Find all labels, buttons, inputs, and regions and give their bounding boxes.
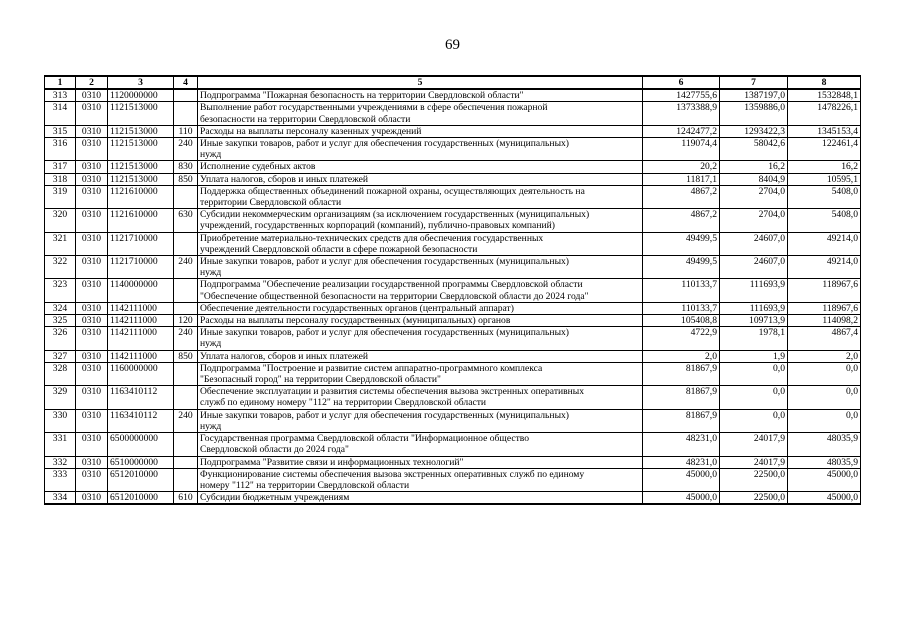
expense-type-code-cell: 630 [174,209,198,232]
row-number-cell: 326 [45,327,76,350]
expense-type-code-cell: 240 [174,409,198,432]
section-code-cell: 0310 [76,138,108,161]
table-row [45,362,861,385]
target-article-code-cell: 6500000000 [108,433,174,456]
amount-col6-cell: 49499,5 [643,256,720,279]
amount-col7-cell: 8404,9 [720,173,788,185]
item-name-cell [198,185,643,208]
amount-col6-cell: 48231,0 [643,456,720,468]
amount-col7-cell: 2704,0 [720,209,788,232]
section-code-cell: 0310 [76,456,108,468]
item-name-line: Свердловской области до 2024 года" [200,444,349,456]
table-body [45,89,861,504]
header-col-6: 6 [643,76,720,89]
item-name-line: безопасности на территории Свердловской области [200,113,411,125]
amount-col8-cell: 118967,6 [788,302,861,314]
amount-col6-cell: 110133,7 [643,302,720,314]
table-row [45,138,861,161]
row-number-cell: 331 [45,433,76,456]
item-name-cell [198,492,643,505]
row-number-cell: 320 [45,209,76,232]
item-name-line: Приобретение материально-технических средств для обеспечения государственных [200,232,544,244]
item-name-line: Выполнение работ государственными учреждениями в сфере обеспечения пожарной [200,102,548,114]
target-article-code-cell: 1142111000 [108,302,174,314]
amount-col7-cell: 1,9 [720,350,788,362]
amount-col7-cell: 111693,9 [720,302,788,314]
header-col-8: 8 [788,76,861,89]
expense-type-code-cell [174,433,198,456]
item-name-line: Подпрограмма "Развитие связи и информационных технологий" [200,456,464,468]
amount-col8-cell: 2,0 [788,350,861,362]
row-number-cell: 332 [45,456,76,468]
item-name-line: "Безопасный город" на территории Свердловской области" [200,374,441,386]
row-number-cell: 321 [45,232,76,255]
item-name-line: номеру "112" на территории Свердловской области [200,479,410,491]
table-row [45,209,861,232]
expense-type-code-cell [174,232,198,255]
section-code-cell: 0310 [76,492,108,505]
amount-col7-cell: 1978,1 [720,327,788,350]
item-name-line: Уплата налогов, сборов и иных платежей [200,173,369,185]
item-name-cell [198,327,643,350]
table-row [45,89,861,102]
amount-col6-cell: 1427755,6 [643,89,720,102]
amount-col6-cell: 81867,9 [643,362,720,385]
amount-col7-cell: 22500,0 [720,468,788,491]
target-article-code-cell: 1121513000 [108,125,174,137]
header-col-7: 7 [720,76,788,89]
table-row [45,302,861,314]
section-code-cell: 0310 [76,89,108,102]
item-name-line: Иные закупки товаров, работ и услуг для обеспечения государственных (муниципальных) [200,409,570,421]
section-code-cell: 0310 [76,256,108,279]
item-name-cell [198,362,643,385]
target-article-code-cell: 1163410112 [108,386,174,409]
section-code-cell: 0310 [76,350,108,362]
row-number-cell: 318 [45,173,76,185]
item-name-line: Иные закупки товаров, работ и услуг для обеспечения государственных (муниципальных) [200,138,570,150]
amount-col8-cell: 1532848,1 [788,89,861,102]
section-code-cell: 0310 [76,125,108,137]
target-article-code-cell: 1160000000 [108,362,174,385]
expense-type-code-cell: 610 [174,492,198,505]
row-number-cell: 319 [45,185,76,208]
target-article-code-cell: 1121610000 [108,185,174,208]
amount-col7-cell: 0,0 [720,362,788,385]
item-name-line: Исполнение судебных актов [200,161,316,173]
item-name-line: Обеспечение деятельности государственных органов (центральный аппарат) [200,302,514,314]
table-row [45,185,861,208]
section-code-cell: 0310 [76,409,108,432]
amount-col7-cell: 58042,6 [720,138,788,161]
amount-col7-cell: 22500,0 [720,492,788,505]
item-name-line: нужд [200,149,222,161]
target-article-code-cell: 1121513000 [108,138,174,161]
amount-col6-cell: 4867,2 [643,209,720,232]
row-number-cell: 329 [45,386,76,409]
amount-col8-cell: 49214,0 [788,256,861,279]
amount-col6-cell: 11817,1 [643,173,720,185]
item-name-cell [198,315,643,327]
amount-col8-cell: 0,0 [788,386,861,409]
row-number-cell: 324 [45,302,76,314]
expense-type-code-cell: 830 [174,161,198,173]
amount-col8-cell: 1345153,4 [788,125,861,137]
header-col-1: 1 [45,76,76,89]
target-article-code-cell: 1121710000 [108,232,174,255]
header-col-4: 4 [174,76,198,89]
amount-col8-cell: 16,2 [788,161,861,173]
item-name-line: Подпрограмма "Пожарная безопасность на территории Свердловской области" [200,90,524,102]
amount-col6-cell: 4867,2 [643,185,720,208]
row-number-cell: 330 [45,409,76,432]
row-number-cell: 328 [45,362,76,385]
item-name-cell [198,433,643,456]
row-number-cell: 313 [45,89,76,102]
expense-type-code-cell: 240 [174,138,198,161]
row-number-cell: 317 [45,161,76,173]
item-name-cell [198,350,643,362]
target-article-code-cell: 6512010000 [108,492,174,505]
expense-type-code-cell: 850 [174,173,198,185]
table-row [45,173,861,185]
amount-col6-cell: 110133,7 [643,279,720,302]
item-name-line: Иные закупки товаров, работ и услуг для обеспечения государственных (муниципальных) [200,256,570,268]
item-name-line: Субсидии некоммерческим организациям (за исключением государственных (муниципальных) [200,209,590,221]
amount-col8-cell: 49214,0 [788,232,861,255]
amount-col8-cell: 5408,0 [788,185,861,208]
item-name-line: учреждений, государственных корпораций (компаний), публично-правовых компаний) [200,220,555,232]
item-name-cell [198,409,643,432]
target-article-code-cell: 1121710000 [108,256,174,279]
expense-type-code-cell: 850 [174,350,198,362]
table-row [45,350,861,362]
item-name-line: Обеспечение эксплуатации и развития системы обеспечения вызова экстренных оперативных [200,386,585,398]
table-row [45,161,861,173]
amount-col8-cell: 114098,2 [788,315,861,327]
item-name-line: Субсидии бюджетным учреждениям [200,492,350,504]
expense-type-code-cell [174,279,198,302]
section-code-cell: 0310 [76,161,108,173]
table-row [45,256,861,279]
amount-col6-cell: 49499,5 [643,232,720,255]
item-name-line: Поддержка общественных объединений пожарной охраны, осуществляющих деятельность на [200,185,585,197]
table-row [45,433,861,456]
target-article-code-cell: 1121610000 [108,209,174,232]
item-name-line: служб по единому номеру "112" на территории Свердловской области [200,397,487,409]
item-name-line: "Обеспечение общественной безопасности на территории Свердловской области до 2024 года" [200,290,589,302]
amount-col7-cell: 24017,9 [720,456,788,468]
expense-type-code-cell: 240 [174,327,198,350]
item-name-cell [198,302,643,314]
target-article-code-cell: 1163410112 [108,409,174,432]
target-article-code-cell: 1142111000 [108,350,174,362]
amount-col7-cell: 1387197,0 [720,89,788,102]
amount-col7-cell: 24017,9 [720,433,788,456]
amount-col6-cell: 45000,0 [643,492,720,505]
item-name-cell [198,161,643,173]
section-code-cell: 0310 [76,279,108,302]
row-number-cell: 322 [45,256,76,279]
table-row [45,468,861,491]
amount-col7-cell: 1293422,3 [720,125,788,137]
expense-type-code-cell [174,468,198,491]
amount-col6-cell: 4722,9 [643,327,720,350]
amount-col7-cell: 109713,9 [720,315,788,327]
item-name-line: территории Свердловской области [200,197,342,209]
row-number-cell: 334 [45,492,76,505]
target-article-code-cell: 1121513000 [108,173,174,185]
target-article-code-cell: 6512010000 [108,468,174,491]
table-header-row [45,76,861,89]
amount-col7-cell: 16,2 [720,161,788,173]
amount-col8-cell: 1478226,1 [788,102,861,125]
amount-col8-cell: 48035,9 [788,433,861,456]
table-row [45,279,861,302]
section-code-cell: 0310 [76,185,108,208]
expense-type-code-cell [174,185,198,208]
table-row [45,409,861,432]
amount-col7-cell: 24607,0 [720,232,788,255]
amount-col8-cell: 45000,0 [788,468,861,491]
amount-col8-cell: 48035,9 [788,456,861,468]
section-code-cell: 0310 [76,386,108,409]
section-code-cell: 0310 [76,232,108,255]
amount-col6-cell: 1373388,9 [643,102,720,125]
expense-type-code-cell: 110 [174,125,198,137]
item-name-cell [198,209,643,232]
expense-type-code-cell: 120 [174,315,198,327]
row-number-cell: 315 [45,125,76,137]
amount-col6-cell: 1242477,2 [643,125,720,137]
page-number: 69 [445,37,460,53]
item-name-line: Государственная программа Свердловской области "Информационное общество [200,433,530,445]
amount-col8-cell: 5408,0 [788,209,861,232]
section-code-cell: 0310 [76,315,108,327]
item-name-line: Расходы на выплаты персоналу государственных (муниципальных) органов [200,315,511,327]
amount-col7-cell: 0,0 [720,409,788,432]
amount-col8-cell: 10595,1 [788,173,861,185]
item-name-line: нужд [200,420,222,432]
amount-col8-cell: 0,0 [788,362,861,385]
table-row [45,315,861,327]
item-name-cell [198,173,643,185]
section-code-cell: 0310 [76,327,108,350]
row-number-cell: 327 [45,350,76,362]
item-name-cell [198,138,643,161]
amount-col6-cell: 105408,8 [643,315,720,327]
item-name-cell [198,89,643,102]
item-name-cell [198,102,643,125]
amount-col6-cell: 48231,0 [643,433,720,456]
item-name-cell [198,125,643,137]
expense-type-code-cell [174,456,198,468]
amount-col8-cell: 122461,4 [788,138,861,161]
section-code-cell: 0310 [76,468,108,491]
table-row [45,102,861,125]
row-number-cell: 325 [45,315,76,327]
table-row [45,125,861,137]
header-col-3: 3 [108,76,174,89]
section-code-cell: 0310 [76,102,108,125]
row-number-cell: 323 [45,279,76,302]
amount-col7-cell: 0,0 [720,386,788,409]
item-name-line: нужд [200,267,222,279]
amount-col7-cell: 1359886,0 [720,102,788,125]
target-article-code-cell: 1121513000 [108,161,174,173]
amount-col6-cell: 20,2 [643,161,720,173]
target-article-code-cell: 1120000000 [108,89,174,102]
expense-type-code-cell [174,362,198,385]
table-row [45,386,861,409]
amount-col8-cell: 45000,0 [788,492,861,505]
item-name-line: учреждений Свердловской области в сфере пожарной безопасности [200,243,478,255]
row-number-cell: 316 [45,138,76,161]
amount-col7-cell: 111693,9 [720,279,788,302]
item-name-line: Подпрограмма "Построение и развитие систем аппаратно-программного комплекса [200,362,543,374]
expense-type-code-cell [174,89,198,102]
expense-type-code-cell [174,386,198,409]
row-number-cell: 314 [45,102,76,125]
section-code-cell: 0310 [76,362,108,385]
target-article-code-cell: 1140000000 [108,279,174,302]
target-article-code-cell: 6510000000 [108,456,174,468]
table-row [45,492,861,505]
expense-type-code-cell [174,102,198,125]
header-col-5: 5 [198,76,643,89]
table-row [45,327,861,350]
amount-col7-cell: 24607,0 [720,256,788,279]
item-name-cell [198,256,643,279]
amount-col8-cell: 0,0 [788,409,861,432]
amount-col8-cell: 118967,6 [788,279,861,302]
amount-col8-cell: 4867,4 [788,327,861,350]
table-row [45,232,861,255]
item-name-cell [198,456,643,468]
section-code-cell: 0310 [76,433,108,456]
item-name-line: Функционирование системы обеспечения вызова экстренных оперативных служб по единому [200,468,585,480]
item-name-line: нужд [200,338,222,350]
item-name-cell [198,232,643,255]
target-article-code-cell: 1121513000 [108,102,174,125]
target-article-code-cell: 1142111000 [108,315,174,327]
item-name-line: Иные закупки товаров, работ и услуг для обеспечения государственных (муниципальных) [200,327,570,339]
item-name-cell [198,468,643,491]
item-name-line: Уплата налогов, сборов и иных платежей [200,350,369,362]
section-code-cell: 0310 [76,302,108,314]
amount-col6-cell: 81867,9 [643,409,720,432]
item-name-cell [198,386,643,409]
item-name-cell [198,279,643,302]
target-article-code-cell: 1142111000 [108,327,174,350]
table-row [45,456,861,468]
amount-col6-cell: 2,0 [643,350,720,362]
expense-type-code-cell: 240 [174,256,198,279]
amount-col7-cell: 2704,0 [720,185,788,208]
budget-table [44,75,861,505]
section-code-cell: 0310 [76,173,108,185]
amount-col6-cell: 119074,4 [643,138,720,161]
amount-col6-cell: 45000,0 [643,468,720,491]
row-number-cell: 333 [45,468,76,491]
expense-type-code-cell [174,302,198,314]
item-name-line: Подпрограмма "Обеспечение реализации государственной программы Свердловской области [200,279,583,291]
section-code-cell: 0310 [76,209,108,232]
amount-col6-cell: 81867,9 [643,386,720,409]
header-col-2: 2 [76,76,108,89]
item-name-line: Расходы на выплаты персоналу казенных учреждений [200,125,422,137]
